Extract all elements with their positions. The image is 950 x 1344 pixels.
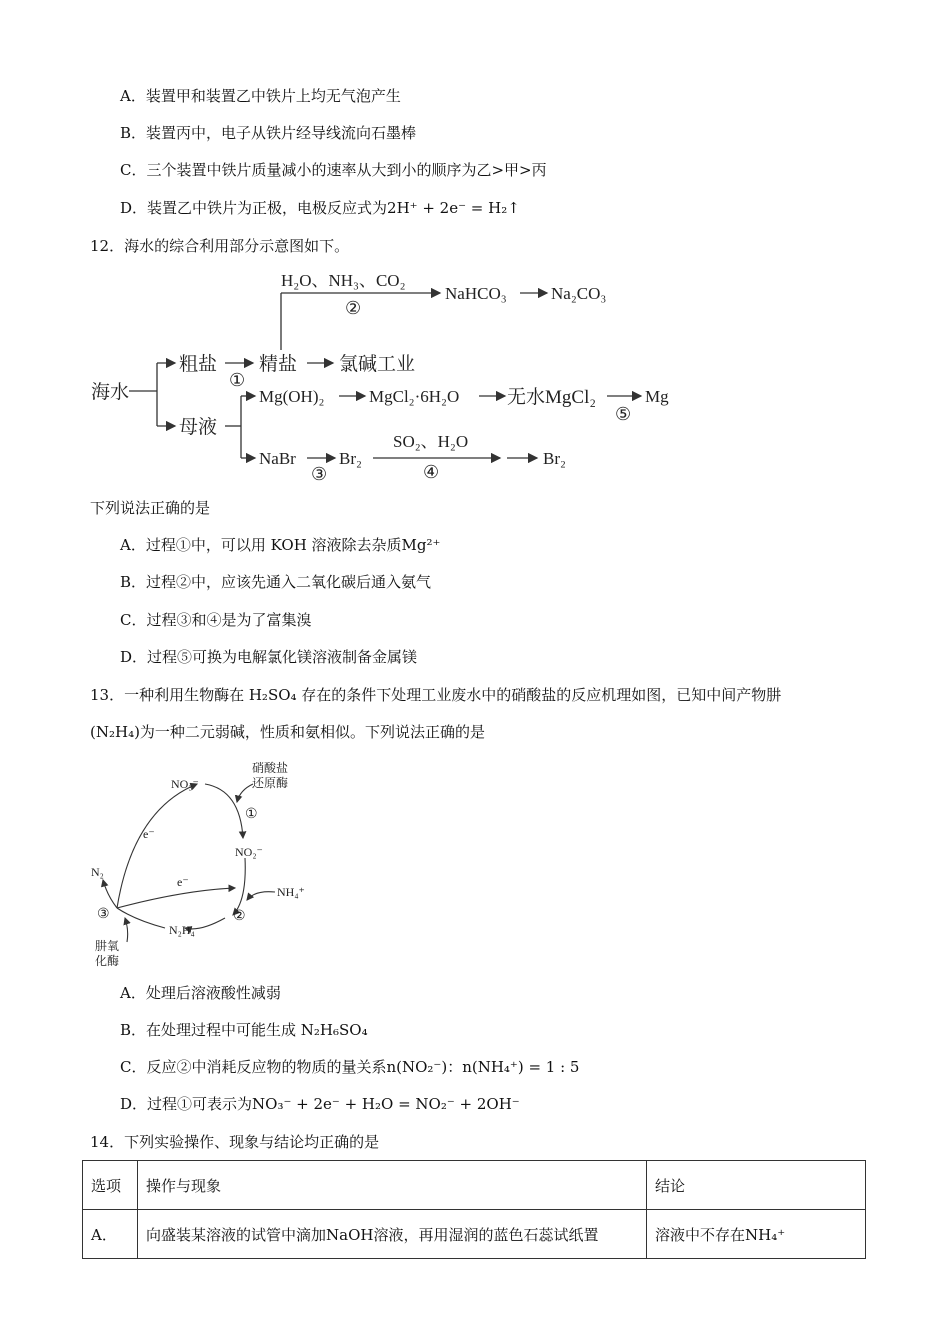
br2-label-b: Br₂ <box>543 449 566 468</box>
row-conclusion: 溶液中不存在NH₄⁺ <box>647 1210 866 1259</box>
refined-salt-label: 精盐 <box>259 354 298 375</box>
q12-option-b: B．过程②中，应该先通入二氧化碳后通入氨气 <box>120 573 432 591</box>
electron-label-1: e⁻ <box>143 827 155 841</box>
crude-salt-label: 粗盐 <box>179 354 218 375</box>
q13-stem-line2: (N₂H₄)为一种二元弱碱，性质和氨相似。下列说法正确的是 <box>90 723 485 741</box>
no3-label: NO₃⁻ <box>171 777 199 791</box>
step1-marker: ① <box>229 370 246 390</box>
enzyme3-line-b: 化酶 <box>95 954 120 968</box>
step5-marker: ⑤ <box>615 404 632 424</box>
q13-option-c: C．反应②中消耗反应物的物质的量关系n(NO₂⁻)：n(NH₄⁺) = 1 : 5 <box>120 1058 580 1076</box>
no2-label: NO₂⁻ <box>235 845 263 859</box>
step2-marker: ② <box>345 298 362 318</box>
enzyme1-line-b: 还原酶 <box>252 776 289 790</box>
q13-option-d: D．过程①可表示为NO₃⁻ + 2e⁻ + H₂O = NO₂⁻ + 2OH⁻ <box>120 1095 520 1113</box>
anhydrous-mgcl2-label: 无水MgCl₂ <box>507 387 596 408</box>
nh4-label: NH₄⁺ <box>277 885 305 899</box>
mother-liquor-label: 母液 <box>179 417 218 438</box>
table-row <box>83 1210 866 1259</box>
nabr-label: NaBr <box>259 449 296 468</box>
row-operation: 向盛装某溶液的试管中滴加NaOH溶液，再用湿润的蓝色石蕊试纸置 <box>138 1210 647 1259</box>
q12-option-c: C．过程③和④是为了富集溴 <box>120 611 312 629</box>
q11-option-b: B．装置丙中，电子从铁片经导线流向石墨棒 <box>120 124 417 142</box>
na2co3-label: Na₂CO₃ <box>551 284 607 303</box>
mech-step2: ② <box>233 909 246 924</box>
mgcl2-hydrate-label: MgCl₂·6H₂O <box>369 387 460 406</box>
mech-step3: ③ <box>97 907 110 922</box>
mgoh2-label: Mg(OH)₂ <box>259 387 325 406</box>
enzyme1-line-a: 硝酸盐 <box>252 761 289 775</box>
q12-option-d: D．过程⑤可换为电解氯化镁溶液制备金属镁 <box>120 648 418 666</box>
q13-stem-line1: 13．一种利用生物酶在 H₂SO₄ 存在的条件下处理工业废水中的硝酸盐的反应机理如图，已知中间产物肼 <box>90 686 782 704</box>
row-option: A． <box>83 1210 138 1259</box>
chlor-alkali-label: 氯碱工业 <box>339 354 416 375</box>
q11-option-d: D．装置乙中铁片为正极，电极反应式为2H⁺ + 2e⁻ = H₂↑ <box>120 199 520 217</box>
seawater-process-diagram <box>85 258 705 488</box>
mg-label: Mg <box>645 387 669 406</box>
q14-stem: 14．下列实验操作、现象与结论均正确的是 <box>90 1133 380 1151</box>
header-conclusion: 结论 <box>647 1161 866 1210</box>
q12-prompt: 下列说法正确的是 <box>90 499 211 517</box>
nitrate-mechanism-diagram <box>85 750 315 975</box>
enzyme3-line-a: 肼氧 <box>95 939 120 953</box>
header-operation: 操作与现象 <box>138 1161 647 1210</box>
mech-step1: ① <box>245 807 258 822</box>
q11-option-c: C．三个装置中铁片质量减小的速率从大到小的顺序为乙>甲>丙 <box>120 161 547 179</box>
q13-option-b: B．在处理过程中可能生成 N₂H₆SO₄ <box>120 1021 368 1039</box>
electron-label-2: e⁻ <box>177 875 189 889</box>
header-option: 选项 <box>83 1161 138 1210</box>
reagents-step4: SO₂、H₂O <box>393 432 469 451</box>
n2h4-label: N₂H₄ <box>169 923 195 937</box>
nahco3-label: NaHCO₃ <box>445 284 507 303</box>
table-header-row <box>83 1161 866 1210</box>
reagents-step2: H₂O、NH₃、CO₂ <box>281 271 406 290</box>
q11-option-a: A．装置甲和装置乙中铁片上均无气泡产生 <box>120 87 401 105</box>
n2-label: N₂ <box>91 865 104 879</box>
step4-marker: ④ <box>423 462 440 482</box>
q12-stem: 12．海水的综合利用部分示意图如下。 <box>90 237 350 255</box>
q13-option-a: A．处理后溶液酸性减弱 <box>120 984 281 1002</box>
step3-marker: ③ <box>311 464 328 484</box>
q12-option-a: A．过程①中，可以用 KOH 溶液除去杂质Mg²⁺ <box>120 536 441 554</box>
q14-table <box>82 1160 866 1259</box>
seawater-label: 海水 <box>91 382 130 403</box>
br2-label-a: Br₂ <box>339 449 362 468</box>
